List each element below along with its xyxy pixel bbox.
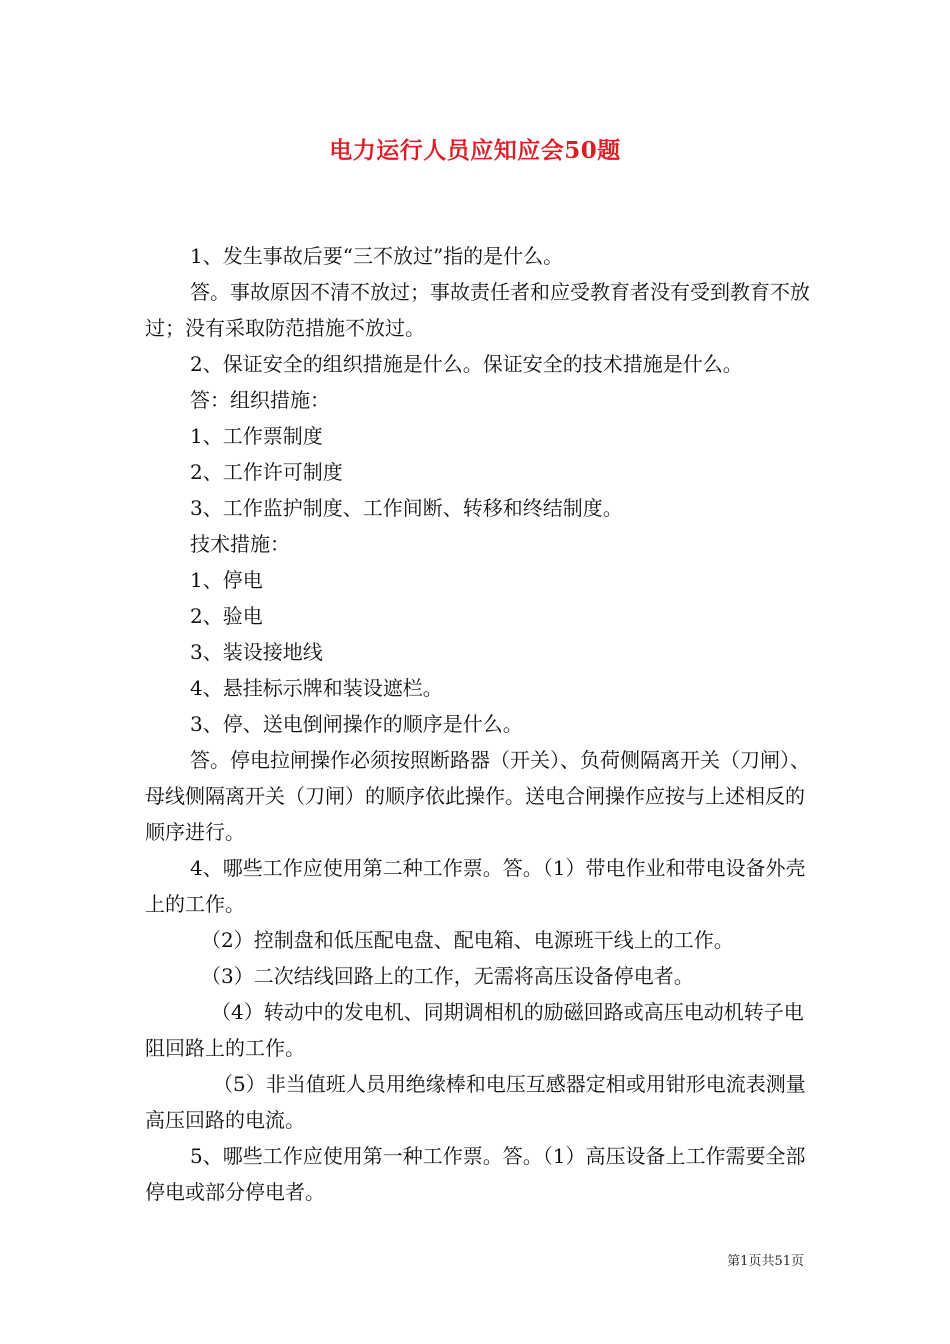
answer-4-item-2: （2）控制盘和低压配电盘、配电箱、电源班干线上的工作。 <box>201 928 734 952</box>
document-title: 电力运行人员应知应会50题 <box>329 137 621 164</box>
answer-4-item-5: （5）非当值班人员用绝缘棒和电压互感器定相或用钳形电流表测量高压回路的电流。 <box>145 1072 806 1132</box>
answer-2-item-2: 2、工作许可制度 <box>190 460 343 484</box>
tech-item-2: 2、验电 <box>190 604 263 628</box>
tech-item-4: 4、悬挂标示牌和装设遮栏。 <box>190 676 443 700</box>
answer-4-item-4: （4）转动中的发电机、同期调相机的励磁回路或高压电动机转子电阻回路上的工作。 <box>145 1000 804 1060</box>
answer-2-item-1: 1、工作票制度 <box>190 424 323 448</box>
tech-item-1: 1、停电 <box>190 568 263 592</box>
answer-4-item-3: （3）二次结线回路上的工作，无需将高压设备停电者。 <box>201 964 694 988</box>
question-5: 5、哪些工作应使用第一种工作票。答。（1）高压设备上工作需要全部停电或部分停电者。 <box>145 1144 806 1204</box>
tech-item-3: 3、装设接地线 <box>190 640 323 664</box>
answer-2-heading: 答：组织措施： <box>190 388 330 412</box>
question-4: 4、哪些工作应使用第二种工作票。答。（1）带电作业和带电设备外壳上的工作。 <box>145 856 806 916</box>
answer-1: 答。事故原因不清不放过；事故责任者和应受教育者没有受到教育不放过；没有采取防范措施不放过。 <box>145 280 810 340</box>
page-footer: 第1页共51页 <box>727 1254 804 1269</box>
answer-2-item-3: 3、工作监护制度、工作间断、转移和终结制度。 <box>190 496 623 520</box>
answer-3: 答。停电拉闸操作必须按照断路器（开关）、负荷侧隔离开关（刀闸）、母线侧隔离开关（刀闸）的顺序依此操作。送电合闸操作应按与上述相反的顺序进行。 <box>145 748 810 844</box>
tech-measures-heading: 技术措施： <box>190 532 290 556</box>
question-1: 1、发生事故后要“三不放过”指的是什么。 <box>190 244 564 268</box>
document-body <box>145 238 813 1210</box>
question-3: 3、停、送电倒闸操作的顺序是什么。 <box>190 712 523 736</box>
question-2: 2、保证安全的组织措施是什么。保证安全的技术措施是什么。 <box>190 352 743 376</box>
